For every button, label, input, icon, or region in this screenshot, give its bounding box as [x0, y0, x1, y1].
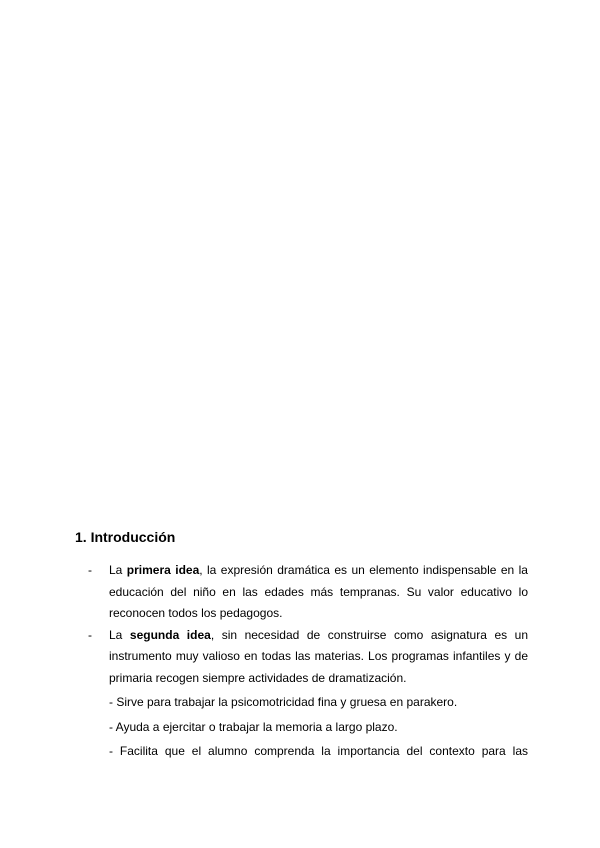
list-bullet: -: [88, 563, 92, 577]
list-item-second-idea: [88, 625, 528, 763]
subpoint-memoria: - Ayuda a ejercitar o trabajar la memoria a largo plazo.: [109, 719, 398, 734]
first-idea-bold: primera idea: [126, 563, 200, 577]
list-bullet: -: [88, 627, 92, 642]
idea-list: [88, 560, 528, 763]
first-idea-text: , la expresión dramática es un elemento indispensable en la educación del niño en las edades más tempranas. Su valor educativo lo reconocen todos los pedagogos.: [109, 563, 528, 620]
subpoint-contexto: - Facilita que el alumno comprenda la importancia del contexto para las: [109, 744, 528, 758]
second-idea-paragraph: [109, 625, 528, 690]
subpoint-psicomotricidad: - Sirve para trabajar la psicomotricidad fina y gruesa en parakero.: [109, 695, 458, 709]
second-idea-bold: segunda idea: [129, 627, 211, 642]
second-idea-lead: La: [109, 627, 130, 642]
first-idea-paragraph: [109, 560, 528, 625]
list-item-first-idea: [88, 560, 528, 625]
first-idea-lead: La: [109, 563, 127, 577]
second-idea-text: , sin necesidad de construirse como asignatura es un instrumento muy valioso en todas las materias. Los programas infantiles y de primaria recogen siempre actividades de dramatización.: [109, 627, 529, 685]
section-heading: 1. Introducción: [75, 529, 176, 545]
